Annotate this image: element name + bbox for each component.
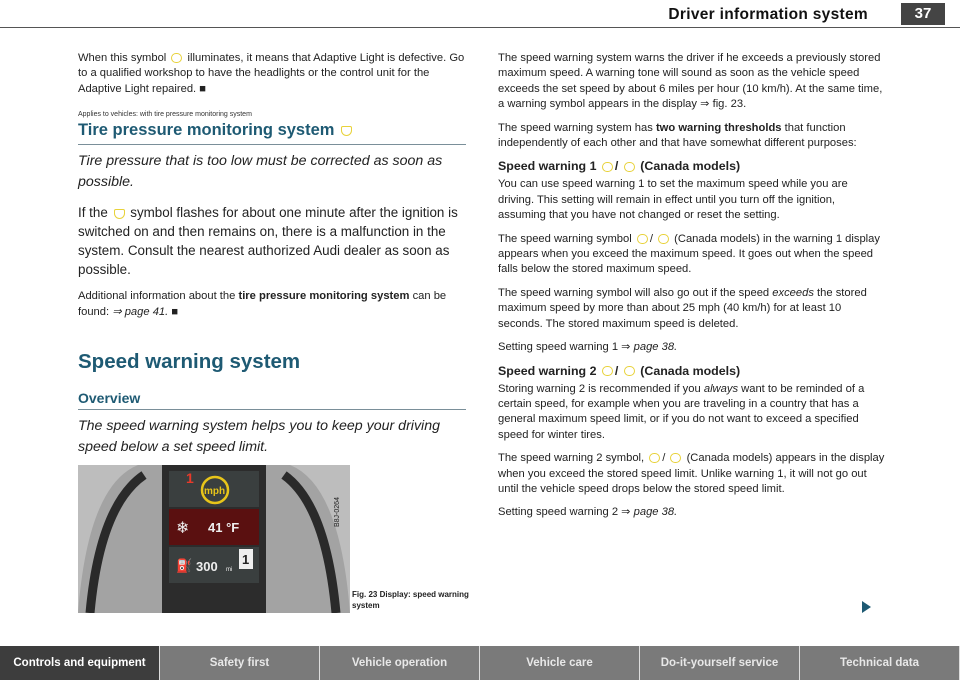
tpms-heading: Tire pressure monitoring system [78,121,466,145]
sw2-paragraph-2: The speed warning 2 symbol, / (Canada models) appears in the display when you exceed the stored speed limit. Unlike warning 1, it will not go out until the vehicle speed drops below the stored speed limit. [498,452,885,495]
speed-warning-kmh-icon [624,366,635,376]
figure-code: B8J-0264 [334,497,341,527]
speed-warning-kmh-icon [658,234,669,244]
additional-info-paragraph: Additional information about the tire pressure monitoring system can be found: ⇒ page 41. ■ [78,290,447,318]
tab-safety-first[interactable]: Safety first [160,646,320,680]
page-header-title: Driver information system [668,6,868,23]
warning-1-box: 1 [242,552,250,567]
tab-controls-and-equipment[interactable]: Controls and equipment [0,646,160,680]
temperature-readout: 41 °F [208,520,240,535]
left-column [78,51,466,468]
page-link-38[interactable]: page 38. [633,506,678,519]
sw1-paragraph-2: The speed warning symbol / (Canada models) in the warning 1 display appears when you exceed the maximum speed. It goes out when the speed falls below the stored maximum speed. [498,232,880,276]
range-unit: mi [226,567,233,573]
intro-paragraph: The speed warning system warns the driver if he exceeds a previously stored maximum speed. A warning tone will sound as soon as the vehicle speed exceeds the set speed by about 6 miles per hour (10 km/h). At the same time, a warning symbol appears in the display ⇒ fig. 23. [498,52,883,111]
range-readout: 300 [196,559,218,574]
speed-warning-mph-icon [602,366,613,376]
tab-vehicle-operation[interactable]: Vehicle operation [320,646,480,680]
header-rule [0,27,960,28]
instrument-cluster-illustration [78,465,350,613]
adaptive-light-paragraph: When this symbol illuminates, it means that Adaptive Light is defective. Go to a qualified workshop to have the headlights or the control unit for the Adaptive Light repaired. ■ [78,52,465,95]
sw2-paragraph-1: Storing warning 2 is recommended if you always want to be reminded of a certain speed, for example when you are traveling in a country that has a general maximum speed limit, or if you do not want to exceed a specified speed for winter tires. [498,382,865,441]
sw1-paragraph-1: You can use speed warning 1 to set the maximum speed while you are driving. This setting will remain in effect until you turn off the ignition, assuming that you have not changed or reset the setting. [498,178,848,222]
right-column [498,51,886,529]
sw1-setting-ref: Setting speed warning 1 ⇒ page 38. [498,341,678,354]
sw1-paragraph-3: The speed warning symbol will also go out if the speed exceeds the stored maximum speed by more than about 25 mph (40 km/h) for at least 10 seconds. The stored maximum speed is deleted. [498,286,867,330]
tab-vehicle-care[interactable]: Vehicle care [480,646,640,680]
speed-warning-mph-icon [602,162,613,172]
mph-label: mph [204,486,226,497]
fuel-icon: ⛽ [176,559,193,574]
tab-do-it-yourself-service[interactable]: Do-it-yourself service [640,646,800,680]
tpms-lead: Tire pressure that is too low must be corrected as soon as possible. [78,153,443,191]
continue-arrow-icon [862,601,871,613]
speed-warning-heading: Speed warning system [78,350,301,374]
speed-warning-mph-icon [637,234,648,244]
tpms-paragraph: If the symbol flashes for about one minute after the ignition is switched on and then remains on, there is a malfunction in the system. Consult the nearest authorized Audi dealer as soon as possible. [78,205,458,278]
speed-warning-kmh-icon [670,453,681,463]
speed-warning-kmh-icon [624,162,635,172]
page-link-38[interactable]: page 38. [633,341,678,354]
adaptive-light-icon [171,53,182,63]
tire-pressure-icon [341,126,352,136]
figure-caption: Fig. 23 Display: speed warning system [352,590,469,610]
overview-heading: Overview [78,390,466,410]
page-link-41[interactable]: ⇒ page 41. [112,305,169,318]
sw2-setting-ref: Setting speed warning 2 ⇒ page 38. [498,506,678,519]
applies-note: Applies to vehicles: with tire pressure monitoring system [78,111,252,119]
tire-pressure-icon [114,209,125,219]
page-number: 37 [901,3,945,25]
speed-warning-mph-icon [649,453,660,463]
thresholds-paragraph: The speed warning system has two warning thresholds that function independently of each other and that have somewhat different purposes: [498,121,857,150]
speed-warning-1-heading: Speed warning 1 / (Canada models) [498,159,741,174]
chapter-tabs [0,646,960,680]
warning-1-label: 1 [186,470,194,486]
overview-lead: The speed warning system helps you to keep your driving speed below a set speed limit. [78,418,440,456]
figure-display-image [78,465,350,613]
snowflake-icon: ❄ [176,518,190,537]
tab-technical-data[interactable]: Technical data [800,646,960,680]
speed-warning-2-heading: Speed warning 2 / (Canada models) [498,363,741,378]
